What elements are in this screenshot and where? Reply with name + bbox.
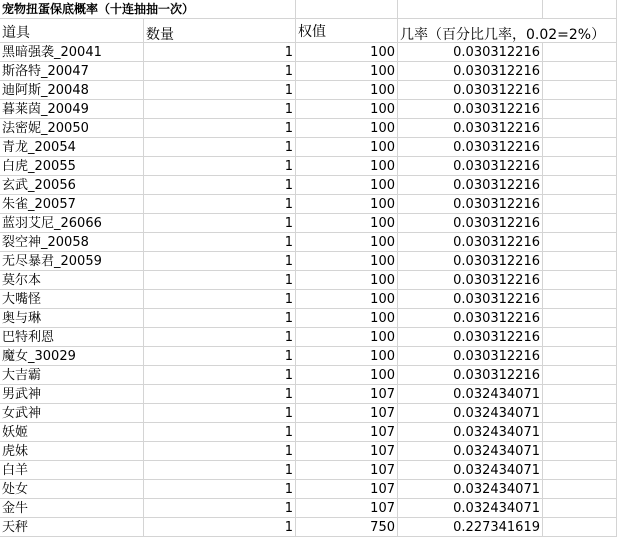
item-cell[interactable]: 虎妹 [0, 442, 144, 461]
table-row [0, 43, 617, 62]
qty-cell[interactable]: 1 [144, 404, 296, 423]
empty-cell[interactable] [543, 480, 617, 499]
item-cell[interactable]: 大吉霸 [0, 366, 144, 385]
sheet-title-cell[interactable]: 宠物扭蛋保底概率（十连抽抽一次） [0, 0, 144, 19]
qty-cell[interactable]: 1 [144, 423, 296, 442]
weight-cell[interactable]: 100 [296, 290, 398, 309]
empty-cell[interactable] [543, 81, 617, 100]
empty-cell[interactable] [543, 347, 617, 366]
header-item-cell[interactable]: 道具 [0, 19, 144, 43]
empty-cell[interactable] [543, 176, 617, 195]
item-cell[interactable]: 奥与琳 [0, 309, 144, 328]
rate-cell[interactable]: 0.030312216 [398, 271, 543, 290]
rate-cell[interactable]: 0.030312216 [398, 290, 543, 309]
weight-cell[interactable]: 107 [296, 461, 398, 480]
weight-cell[interactable]: 107 [296, 499, 398, 518]
table-row [0, 366, 617, 385]
table-row [0, 385, 617, 404]
table-row [0, 176, 617, 195]
rate-cell[interactable]: 0.030312216 [398, 62, 543, 81]
qty-cell[interactable]: 1 [144, 119, 296, 138]
rate-cell[interactable]: 0.032434071 [398, 442, 543, 461]
qty-cell[interactable]: 1 [144, 480, 296, 499]
empty-cell[interactable] [543, 328, 617, 347]
weight-cell[interactable]: 100 [296, 43, 398, 62]
table-row [0, 233, 617, 252]
item-cell[interactable]: 裂空神_20058 [0, 233, 144, 252]
weight-cell[interactable]: 107 [296, 404, 398, 423]
qty-cell[interactable]: 1 [144, 366, 296, 385]
qty-cell[interactable]: 1 [144, 518, 296, 537]
title-row [0, 0, 617, 19]
rate-cell[interactable]: 0.032434071 [398, 404, 543, 423]
qty-cell[interactable]: 1 [144, 195, 296, 214]
rate-cell[interactable]: 0.030312216 [398, 328, 543, 347]
rate-cell[interactable]: 0.030312216 [398, 138, 543, 157]
item-cell[interactable]: 蓝羽艾尼_26066 [0, 214, 144, 233]
qty-cell[interactable]: 1 [144, 309, 296, 328]
weight-cell[interactable]: 100 [296, 100, 398, 119]
qty-cell[interactable]: 1 [144, 290, 296, 309]
weight-cell[interactable]: 100 [296, 157, 398, 176]
empty-cell[interactable] [543, 499, 617, 518]
table-row [0, 290, 617, 309]
weight-cell[interactable]: 107 [296, 480, 398, 499]
item-cell[interactable]: 玄武_20056 [0, 176, 144, 195]
weight-cell[interactable]: 100 [296, 138, 398, 157]
table-row [0, 62, 617, 81]
item-cell[interactable]: 妖姬 [0, 423, 144, 442]
table-row [0, 442, 617, 461]
table-row [0, 461, 617, 480]
item-cell[interactable]: 金牛 [0, 499, 144, 518]
rate-cell[interactable]: 0.030312216 [398, 195, 543, 214]
empty-cell[interactable] [543, 385, 617, 404]
rate-cell[interactable]: 0.030312216 [398, 119, 543, 138]
qty-cell[interactable]: 1 [144, 214, 296, 233]
weight-cell[interactable]: 100 [296, 233, 398, 252]
empty-cell[interactable] [543, 233, 617, 252]
empty-cell[interactable] [543, 214, 617, 233]
qty-cell[interactable]: 1 [144, 347, 296, 366]
item-cell[interactable]: 法密妮_20050 [0, 119, 144, 138]
weight-cell[interactable]: 100 [296, 62, 398, 81]
weight-cell[interactable]: 100 [296, 195, 398, 214]
item-cell[interactable]: 大嘴怪 [0, 290, 144, 309]
rate-cell[interactable]: 0.032434071 [398, 499, 543, 518]
item-cell[interactable]: 处女 [0, 480, 144, 499]
weight-cell[interactable]: 100 [296, 309, 398, 328]
qty-cell[interactable]: 1 [144, 252, 296, 271]
table-row [0, 252, 617, 271]
item-cell[interactable]: 青龙_20054 [0, 138, 144, 157]
qty-cell[interactable]: 1 [144, 176, 296, 195]
item-cell[interactable]: 女武神 [0, 404, 144, 423]
rate-cell[interactable]: 0.030312216 [398, 43, 543, 62]
empty-cell[interactable] [543, 518, 617, 537]
weight-cell[interactable]: 100 [296, 347, 398, 366]
empty-cell[interactable] [543, 100, 617, 119]
rate-cell[interactable]: 0.030312216 [398, 366, 543, 385]
qty-cell[interactable]: 1 [144, 43, 296, 62]
weight-cell[interactable]: 100 [296, 214, 398, 233]
header-row [0, 19, 617, 43]
qty-cell[interactable]: 1 [144, 385, 296, 404]
weight-cell[interactable]: 100 [296, 119, 398, 138]
header-rate-cell[interactable]: 几率（百分比几率，0.02=2%） [398, 19, 543, 43]
qty-cell[interactable]: 1 [144, 442, 296, 461]
rate-cell[interactable]: 0.030312216 [398, 347, 543, 366]
weight-cell[interactable]: 100 [296, 252, 398, 271]
empty-cell[interactable] [543, 404, 617, 423]
rate-cell[interactable]: 0.030312216 [398, 252, 543, 271]
weight-cell[interactable]: 100 [296, 328, 398, 347]
rate-cell[interactable]: 0.032434071 [398, 480, 543, 499]
table-row [0, 499, 617, 518]
item-cell[interactable]: 男武神 [0, 385, 144, 404]
qty-cell[interactable]: 1 [144, 81, 296, 100]
table-row [0, 347, 617, 366]
rate-cell[interactable]: 0.030312216 [398, 176, 543, 195]
empty-cell[interactable] [543, 252, 617, 271]
empty-cell[interactable] [543, 62, 617, 81]
table-row [0, 271, 617, 290]
header-qty-cell[interactable]: 数量 [144, 19, 296, 43]
table-row [0, 100, 617, 119]
item-cell[interactable]: 无尽暴君_20059 [0, 252, 144, 271]
empty-cell[interactable] [543, 366, 617, 385]
qty-cell[interactable]: 1 [144, 499, 296, 518]
empty-cell[interactable] [543, 271, 617, 290]
empty-cell[interactable] [543, 309, 617, 328]
item-cell[interactable]: 天秤 [0, 518, 144, 537]
empty-cell[interactable] [543, 0, 617, 19]
table-row [0, 195, 617, 214]
rate-cell[interactable]: 0.030312216 [398, 309, 543, 328]
rate-cell[interactable]: 0.032434071 [398, 385, 543, 404]
rate-cell[interactable]: 0.227341619 [398, 518, 543, 537]
item-cell[interactable]: 魔女_30029 [0, 347, 144, 366]
table-row [0, 157, 617, 176]
empty-cell[interactable] [543, 138, 617, 157]
qty-cell[interactable]: 1 [144, 328, 296, 347]
qty-cell[interactable]: 1 [144, 233, 296, 252]
table-row [0, 309, 617, 328]
rate-cell[interactable]: 0.030312216 [398, 233, 543, 252]
empty-cell[interactable] [543, 43, 617, 62]
item-cell[interactable]: 白羊 [0, 461, 144, 480]
table-row [0, 328, 617, 347]
item-cell[interactable]: 朱雀_20057 [0, 195, 144, 214]
table-row [0, 214, 617, 233]
rate-cell[interactable]: 0.032434071 [398, 461, 543, 480]
empty-cell[interactable] [543, 195, 617, 214]
header-weight-cell[interactable]: 权值 [296, 19, 398, 43]
weight-cell[interactable]: 107 [296, 442, 398, 461]
empty-cell[interactable] [543, 157, 617, 176]
rate-cell[interactable]: 0.030312216 [398, 81, 543, 100]
item-cell[interactable]: 迪阿斯_20048 [0, 81, 144, 100]
empty-cell[interactable] [543, 461, 617, 480]
weight-cell[interactable]: 100 [296, 81, 398, 100]
table-row [0, 81, 617, 100]
item-cell[interactable]: 斯洛特_20047 [0, 62, 144, 81]
qty-cell[interactable]: 1 [144, 157, 296, 176]
weight-cell[interactable]: 107 [296, 423, 398, 442]
qty-cell[interactable]: 1 [144, 100, 296, 119]
empty-cell[interactable] [543, 423, 617, 442]
qty-cell[interactable]: 1 [144, 138, 296, 157]
item-cell[interactable]: 莫尔本 [0, 271, 144, 290]
item-cell[interactable]: 巴特利恩 [0, 328, 144, 347]
empty-cell[interactable] [296, 0, 398, 19]
weight-cell[interactable]: 100 [296, 176, 398, 195]
table-row [0, 423, 617, 442]
rate-cell[interactable]: 0.032434071 [398, 423, 543, 442]
weight-cell[interactable]: 107 [296, 385, 398, 404]
item-cell[interactable]: 暮莱茵_20049 [0, 100, 144, 119]
table-row [0, 119, 617, 138]
weight-cell[interactable]: 100 [296, 366, 398, 385]
rate-cell[interactable]: 0.030312216 [398, 214, 543, 233]
empty-cell[interactable] [543, 119, 617, 138]
empty-cell[interactable] [398, 0, 543, 19]
rate-cell[interactable]: 0.030312216 [398, 100, 543, 119]
table-row [0, 480, 617, 499]
qty-cell[interactable]: 1 [144, 461, 296, 480]
empty-cell[interactable] [543, 290, 617, 309]
table-row [0, 138, 617, 157]
item-cell[interactable]: 黑暗强袭_20041 [0, 43, 144, 62]
rate-cell[interactable]: 0.030312216 [398, 157, 543, 176]
empty-cell[interactable] [543, 442, 617, 461]
item-cell[interactable]: 白虎_20055 [0, 157, 144, 176]
table-row [0, 518, 617, 537]
weight-cell[interactable]: 750 [296, 518, 398, 537]
qty-cell[interactable]: 1 [144, 62, 296, 81]
weight-cell[interactable]: 100 [296, 271, 398, 290]
table-row [0, 404, 617, 423]
qty-cell[interactable]: 1 [144, 271, 296, 290]
